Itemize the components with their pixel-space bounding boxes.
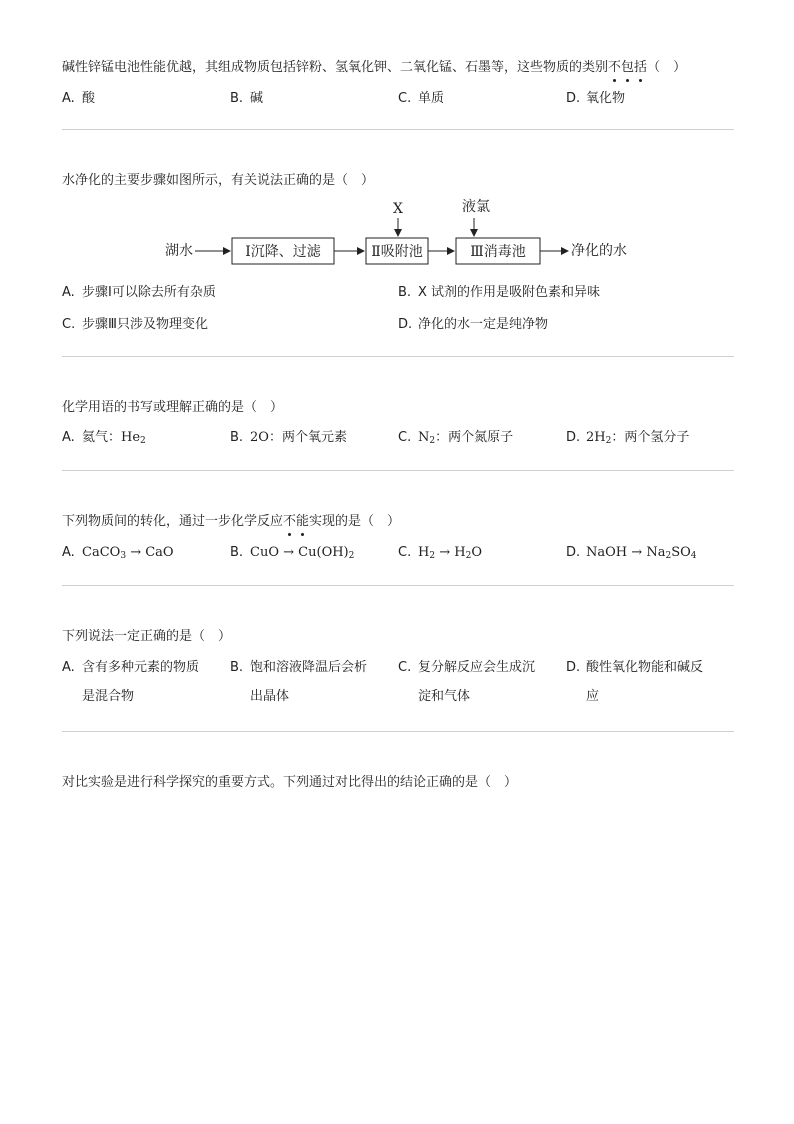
option-c[interactable]: C. 步骤Ⅲ只涉及物理变化 [62,317,208,332]
option-a[interactable]: A. 酸 [62,91,96,106]
divider [62,129,734,130]
option-b[interactable]: B. CuO → $Cu(OH)_2$ [230,545,355,561]
step-3-label: Ⅲ消毒池 [470,244,526,260]
divider [62,356,734,357]
option-b[interactable]: B. 饱和溶液降温后会析 出晶体 [230,660,368,704]
question-1-options [62,88,734,110]
question-4-stem: 下列物质间的转化，通过一步化学反应不能实现的是（ ） [62,514,401,529]
option-d[interactable]: D. 净化的水一定是纯净物 [398,317,549,332]
options-row-1 [62,282,734,304]
options-row-2 [62,314,734,336]
question-2-stem: 水净化的主要步骤如图所示，有关说法正确的是（ ） [62,173,375,188]
reagent-chlorine-label: 液氯 [462,199,490,215]
step-1-label: Ⅰ沉降、过滤 [245,244,321,260]
question-4-options [62,542,734,564]
question-5-stem: 下列说法一定正确的是（ ） [62,629,232,644]
question-3-stem: 化学用语的书写或理解正确的是（ ） [62,400,284,415]
option-d[interactable]: D. 酸性氧化物能和碱反 应 [566,660,704,704]
water-purification-diagram [150,196,650,268]
question-6 [62,774,734,792]
divider [62,470,734,471]
question-5 [62,628,734,722]
question-5-options [62,652,734,722]
option-a[interactable]: A. 步骤Ⅰ可以除去所有杂质 [62,285,216,300]
option-c[interactable]: C. 单质 [398,91,445,106]
option-c[interactable]: C. 复分解反应会生成沉 淀和气体 [398,660,536,704]
question-2 [62,172,734,190]
question-1 [62,59,734,110]
question-4 [62,513,734,564]
question-6-stem: 对比实验是进行科学探究的重要方式。下列通过对比得出的结论正确的是（ ） [62,775,518,790]
option-b[interactable]: B. X 试剂的作用是吸附色素和异味 [398,285,601,300]
option-a[interactable]: A. 氦气：$He_2$ [62,430,146,446]
question-3-options [62,427,734,449]
option-a[interactable]: A. 含有多种元素的物质 是混合物 [62,660,200,704]
question-1-stem: 碱性锌锰电池性能优越，其组成物质包括锌粉、氢氧化钾、二氧化锰、石墨等，这些物质的类别不包括（ ） [62,60,687,75]
option-d[interactable]: D. 氧化物 [566,91,626,106]
option-d[interactable]: D. NaOH → $Na_2SO_4$ [566,545,697,561]
step-2-label: Ⅱ吸附池 [371,244,423,260]
diagram-output-label: 净化的水 [571,243,627,259]
reagent-x-label: X [393,201,403,217]
option-b[interactable]: B. 碱 [230,91,264,106]
divider [62,731,734,732]
option-a[interactable]: A. CaCO$_3$ → CaO [62,545,174,561]
option-b[interactable]: B. 2O：两个氧元素 [230,430,347,445]
diagram-input-label: 湖水 [165,243,193,259]
question-3 [62,399,734,449]
option-c[interactable]: C. $H_2 \to H_2O$ [398,545,483,561]
divider [62,585,734,586]
question-2-options [62,282,734,336]
option-c[interactable]: C. $N_2$：两个氮原子 [398,430,514,446]
option-d[interactable]: D. $2H_2$：两个氢分子 [566,430,690,446]
